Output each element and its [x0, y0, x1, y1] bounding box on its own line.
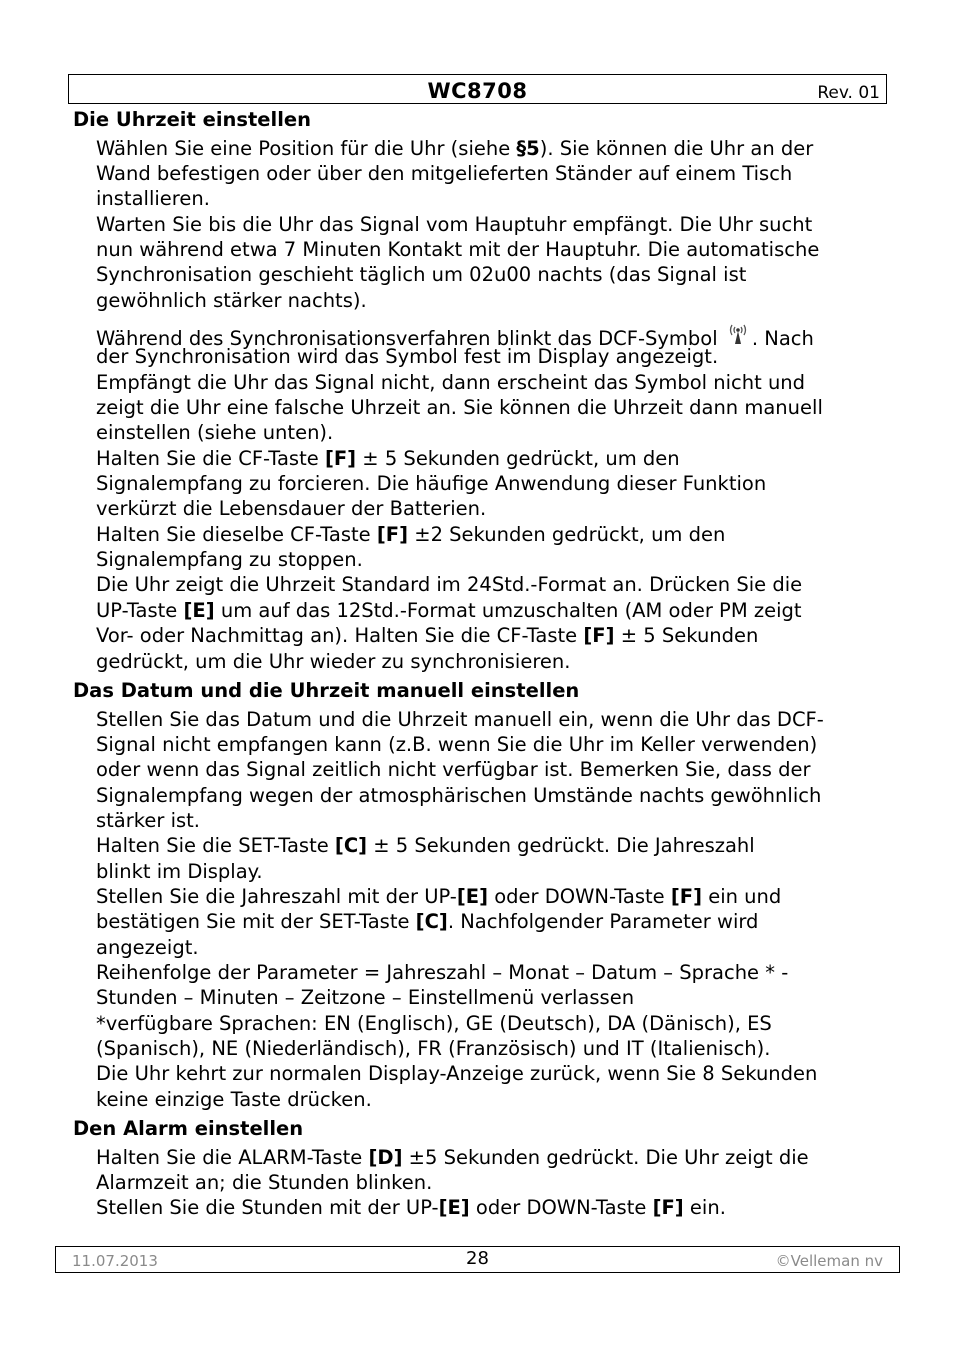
text-run: Stunden – Minuten – Zeitzone – Einstellmenü verlassen	[96, 986, 635, 1010]
paragraph-line	[96, 623, 896, 648]
text-run: ). Sie können die Uhr an der	[539, 136, 814, 160]
paragraph-line	[96, 598, 896, 623]
key-reference: [C]	[415, 910, 448, 934]
text-run: Signalempfang zu forcieren. Die häufige Anwendung dieser Funktion	[96, 472, 767, 496]
paragraph-line	[96, 649, 896, 674]
text-run: Die Uhr kehrt zur normalen Display-Anzeige zurück, wenn Sie 8 Sekunden	[96, 1062, 818, 1086]
text-run: Signal nicht empfangen kann (z.B. wenn Sie die Uhr im Keller verwenden)	[96, 732, 818, 756]
footer-date: 11.07.2013	[72, 1252, 158, 1270]
text-run: ein.	[683, 1196, 726, 1220]
paragraph-line	[96, 859, 896, 884]
text-run: gewöhnlich stärker nachts).	[96, 288, 367, 312]
paragraph-line	[96, 1061, 896, 1086]
paragraph-line	[96, 496, 896, 521]
text-run: ± 5 Sekunden gedrückt. Die Jahreszahl	[367, 834, 755, 858]
text-run: ±2 Sekunden gedrückt, um den	[408, 522, 726, 546]
paragraph-line	[96, 136, 896, 161]
text-run: (Spanisch), NE (Niederländisch), FR (Französisch) und IT (Italienisch).	[96, 1037, 771, 1061]
text-run: *verfügbare Sprachen: EN (Englisch), GE (Deutsch), DA (Dänisch), ES	[96, 1011, 772, 1035]
text-run: Vor- oder Nachmittag an). Halten Sie die CF-Taste	[96, 624, 584, 648]
paragraph-line	[96, 395, 896, 420]
page-footer	[55, 1246, 900, 1273]
paragraph-line	[96, 935, 896, 960]
paragraph-line	[96, 732, 896, 757]
text-run: installieren.	[96, 187, 210, 211]
paragraph-line	[96, 1170, 896, 1195]
paragraph-line	[96, 344, 896, 369]
paragraph-line	[96, 757, 896, 782]
paragraph-line	[96, 884, 896, 909]
text-run: Halten Sie dieselbe CF-Taste	[96, 522, 377, 546]
paragraph-line	[96, 833, 896, 858]
paragraph-line	[96, 985, 896, 1010]
text-run: ± 5 Sekunden gedrückt, um den	[356, 446, 680, 470]
paragraph-line	[96, 783, 896, 808]
text-run: einstellen (siehe unten).	[96, 421, 334, 445]
paragraph-line	[96, 420, 896, 445]
paragraph-line	[96, 237, 896, 262]
key-reference: [D]	[368, 1145, 403, 1169]
key-reference: [F]	[652, 1196, 684, 1220]
text-run: Reihenfolge der Parameter = Jahreszahl – Monat – Datum – Sprache * -	[96, 961, 789, 984]
paragraph-line	[96, 1195, 896, 1220]
section-heading: Die Uhrzeit einstellen	[73, 108, 312, 131]
model-number: WC8708	[427, 79, 528, 103]
section-heading: Den Alarm einstellen	[73, 1117, 304, 1140]
text-run: oder DOWN-Taste	[488, 884, 671, 908]
text-run: bestätigen Sie mit der SET-Taste	[96, 910, 416, 934]
key-reference: §5	[516, 136, 540, 160]
text-run: Während des Synchronisationsverfahren blinkt das DCF-Symbol	[96, 326, 724, 350]
text-run: Wand befestigen oder über den mitgelieferten Ständer auf einem Tisch	[96, 161, 793, 185]
text-run: keine einzige Taste drücken.	[96, 1087, 372, 1111]
text-run: oder DOWN-Taste	[469, 1196, 653, 1220]
paragraph-line	[96, 1036, 896, 1061]
text-run: Synchronisation geschieht täglich um 02u00 nachts (das Signal ist	[96, 263, 747, 287]
text-run: Stellen Sie die Jahreszahl mit der UP-	[96, 884, 457, 908]
text-run: Stellen Sie die Stunden mit der UP-	[96, 1196, 439, 1220]
paragraph-line	[96, 446, 896, 471]
paragraph-line	[96, 212, 896, 237]
text-run: ±5 Sekunden gedrückt. Die Uhr zeigt die	[402, 1145, 809, 1169]
paragraph-line	[96, 572, 896, 597]
footer-copyright: ©Velleman nv	[775, 1252, 883, 1270]
paragraph-line	[96, 161, 896, 186]
text-run: Empfängt die Uhr das Signal nicht, dann erscheint das Symbol nicht und	[96, 370, 806, 394]
text-run: Signalempfang wegen der atmosphärischen Umstände nachts gewöhnlich	[96, 783, 822, 807]
paragraph-line	[96, 909, 896, 934]
text-run: ein und	[702, 884, 782, 908]
key-reference: [C]	[334, 834, 368, 858]
text-run: Die Uhr zeigt die Uhrzeit Standard im 24Std.-Format an. Drücken Sie die	[96, 573, 803, 597]
paragraph-line	[96, 1145, 896, 1170]
text-run: Halten Sie die ALARM-Taste	[96, 1145, 369, 1169]
text-run: Halten Sie die SET-Taste	[96, 834, 335, 858]
paragraph-line	[96, 471, 896, 496]
text-run: zeigt die Uhr eine falsche Uhrzeit an. Sie können die Uhrzeit dann manuell	[96, 396, 823, 419]
text-run: UP-Taste	[96, 598, 184, 622]
text-run: stärker ist.	[96, 808, 201, 832]
text-run: . Nach	[751, 326, 814, 350]
paragraph-line	[96, 262, 896, 287]
text-run: verkürzt die Lebensdauer der Batterien.	[96, 497, 487, 521]
text-run: blinkt im Display.	[96, 859, 263, 883]
section-heading: Das Datum und die Uhrzeit manuell einstellen	[73, 679, 580, 702]
text-run: angezeigt.	[96, 935, 199, 959]
key-reference: [E]	[183, 598, 215, 622]
key-reference: [F]	[670, 884, 703, 908]
paragraph-line	[96, 288, 896, 313]
paragraph-line	[96, 707, 896, 732]
key-reference: [E]	[456, 884, 489, 908]
text-run: Alarmzeit an; die Stunden blinken.	[96, 1170, 433, 1194]
paragraph-line	[96, 186, 896, 211]
text-run: Wählen Sie eine Position für die Uhr (siehe	[96, 136, 517, 160]
text-run: Signalempfang zu stoppen.	[96, 548, 363, 572]
dcf-antenna-icon	[726, 319, 750, 347]
text-run: nun während etwa 7 Minuten Kontakt mit der Hauptuhr. Die automatische	[96, 237, 820, 261]
text-run: Stellen Sie das Datum und die Uhrzeit manuell ein, wenn die Uhr das DCF-	[96, 707, 824, 731]
key-reference: [F]	[376, 522, 409, 546]
text-run: der Synchronisation wird das Symbol fest im Display angezeigt.	[96, 345, 719, 369]
paragraph-line	[96, 1087, 896, 1112]
text-run: gedrückt, um die Uhr wieder zu synchronisieren.	[96, 649, 571, 673]
text-run: Halten Sie die CF-Taste	[96, 446, 325, 470]
key-reference: [F]	[583, 624, 615, 648]
text-run: um auf das 12Std.-Format umzuschalten (AM oder PM zeigt	[214, 598, 802, 622]
paragraph-line	[96, 547, 896, 572]
paragraph-line	[96, 370, 896, 395]
page-header	[68, 74, 887, 104]
page-number: 28	[466, 1248, 489, 1269]
text-run: . Nachfolgender Parameter wird	[447, 910, 759, 934]
text-run: ± 5 Sekunden	[614, 624, 759, 648]
revision-label: Rev. 01	[817, 83, 880, 103]
paragraph-line	[96, 1011, 896, 1036]
paragraph-line	[96, 960, 896, 985]
text-run: oder wenn das Signal zeitlich nicht verfügbar ist. Bemerken Sie, dass der	[96, 758, 811, 782]
paragraph-line	[96, 522, 896, 547]
paragraph-line	[96, 808, 896, 833]
key-reference: [E]	[438, 1196, 470, 1220]
key-reference: [F]	[324, 446, 357, 470]
text-run: Warten Sie bis die Uhr das Signal vom Hauptuhr empfängt. Die Uhr sucht	[96, 212, 813, 236]
